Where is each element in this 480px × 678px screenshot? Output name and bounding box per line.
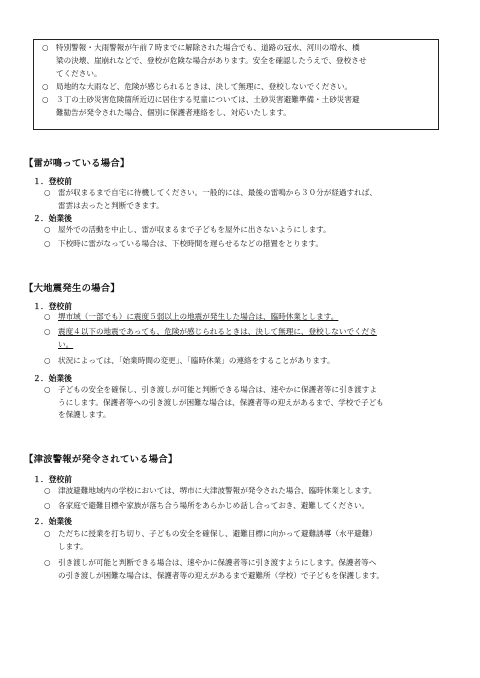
- bullet: ○: [44, 188, 51, 197]
- list-item: [44, 528, 444, 553]
- bullet: ○: [44, 558, 51, 567]
- subheading-before-school: １．登校前: [33, 177, 72, 186]
- item-text: 堺市域（一部でも）に震度５弱以上の地震が発生した場合は、臨時休業とします。: [58, 312, 339, 321]
- list-item: [44, 500, 444, 513]
- item-text: 引き渡しが可能と判断できる場合は、速やかに保護者等に引き渡すようにします。保護者等へ: [58, 558, 377, 567]
- bullet: ○: [42, 43, 49, 52]
- subheading-after-start: ２．始業後: [33, 517, 72, 526]
- list-item: [44, 326, 444, 351]
- section-title-thunder: 【雷が鳴っている場合】: [24, 158, 130, 169]
- subheading-before-school: １．登校前: [33, 302, 72, 311]
- notice-text: 局地的な大雨など、危険が感じられるときは、決して無理に、登校しないでください。: [56, 81, 353, 91]
- notice-text: 特別警報・大雨警報が午前７時までに解除された場合でも、道路の冠水、河川の増水、橋: [56, 43, 360, 52]
- item-text: します。: [58, 541, 88, 551]
- bullet: ○: [44, 225, 51, 234]
- list-item: [44, 485, 444, 498]
- bullet: ○: [42, 81, 49, 91]
- bullet: ○: [44, 385, 51, 394]
- item-text: い。: [58, 339, 74, 349]
- notice-item: [42, 81, 432, 94]
- notice-box: [33, 39, 439, 130]
- item-text: 下校時に雷がなっている場合は、下校時間を遅らせるなどの措置をとります。: [58, 239, 323, 248]
- item-text: ただちに授業を打ち切り、子どもの安全を確保し、避難目標に向かって避難誘導（水平避難）: [58, 529, 377, 538]
- list-item: [44, 355, 444, 368]
- item-text: 屋外での活動を中止し、雷が収まるまで子どもを屋外に出さないようにします。: [58, 225, 331, 234]
- section-title-tsunami: 【津波警報が発令されている場合】: [24, 454, 178, 465]
- bullet: ○: [44, 486, 51, 495]
- bullet: ○: [44, 239, 51, 248]
- list-item: [44, 557, 444, 582]
- notice-item: [42, 94, 432, 120]
- list-item: [44, 311, 444, 324]
- notice-text: てください。: [56, 68, 102, 78]
- list-item: [44, 238, 444, 251]
- notice-item: [42, 42, 432, 81]
- subheading-after-start: ２．始業後: [33, 374, 72, 383]
- item-text: うにします。保護者等への引き渡しが困難な場合は、保護者等の迎えがあるまで、学校で子ども: [58, 397, 384, 407]
- item-text: 雷雲は去ったと判断できます。: [58, 200, 164, 210]
- item-text: 震度４以下の地震であっても、危険が感じられるときは、決して無理に、登校しないでくださ: [58, 327, 377, 336]
- bullet: ○: [44, 529, 51, 538]
- notice-text: 難勧告が発令された場合、個別に保護者連絡をし、対応いたします。: [56, 107, 291, 117]
- list-item: [44, 224, 444, 237]
- item-text: 子どもの安全を確保し、引き渡しが可能と判断できる場合は、速やかに保護者等に引き渡すよ: [58, 385, 377, 394]
- section-title-earthquake: 【大地震発生の場合】: [24, 283, 120, 294]
- item-text: を保護します。: [58, 410, 111, 420]
- item-text: 雷が収まるまで自宅に待機してください。一般的には、最後の雷鳴から３０分が経過すれば、: [58, 188, 377, 197]
- notice-text: ３丁の土砂災害危険箇所近辺に居住する児童については、土砂災害避難準備・土砂災害避: [56, 94, 360, 104]
- list-item: [44, 187, 444, 212]
- bullet: ○: [44, 501, 51, 510]
- item-text: の引き渡しが困難な場合は、保護者等の迎えがあるまで避難所（学校）で子どもを保護します。: [58, 570, 384, 580]
- item-text: 津波避難地域内の学校においては、堺市に大津波警報が発令された場合、臨時休業とします。: [58, 486, 377, 495]
- list-item: [44, 384, 444, 422]
- bullet: ○: [44, 356, 51, 365]
- item-text: 状況によっては、「始業時間の変更」、「臨時休業」の連絡をすることがあります。: [58, 356, 335, 365]
- item-text: 各家庭で避難目標や家族が落ち合う場所をあらかじめ話し合っておき、避難してください。: [58, 501, 370, 510]
- notice-text: 梁の決壊、崖崩れなどで、登校が危険な場合があります。安全を確認したうえで、登校させ: [56, 55, 367, 65]
- subheading-after-start: ２．始業後: [33, 214, 72, 223]
- bullet: ○: [44, 312, 51, 321]
- bullet: ○: [44, 327, 51, 336]
- subheading-before-school: １．登校前: [33, 475, 72, 484]
- bullet: ○: [42, 94, 49, 104]
